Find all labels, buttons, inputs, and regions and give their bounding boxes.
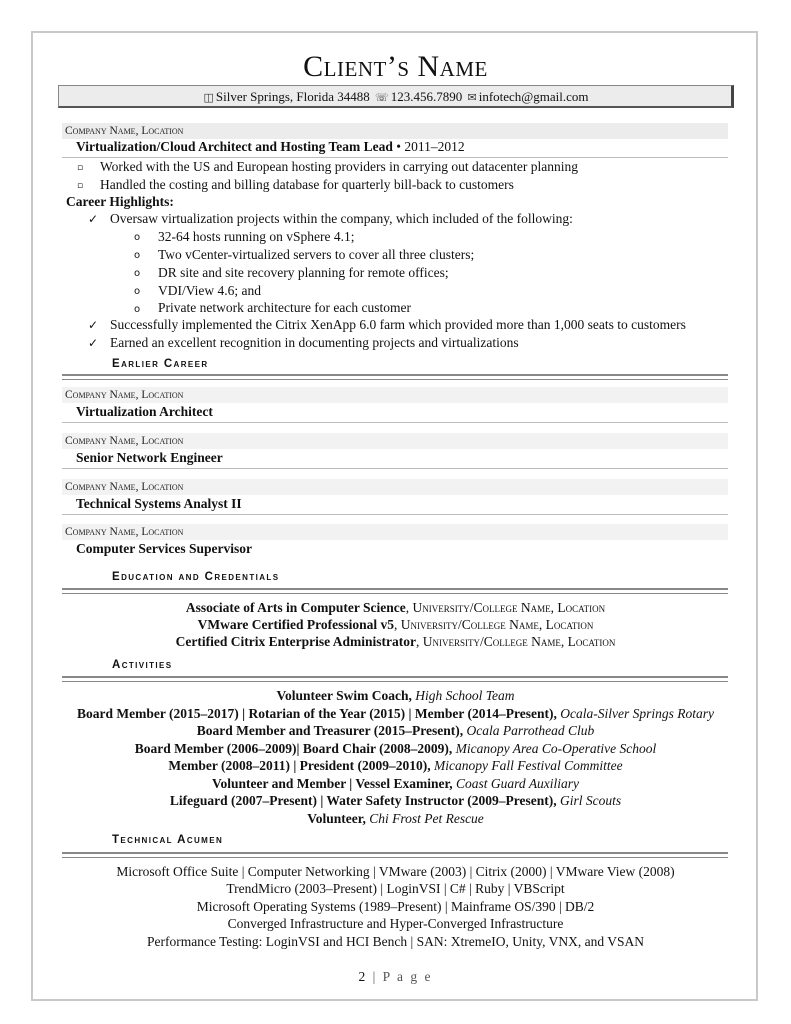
job-dates: • 2011–2012 [396,139,465,154]
job-title: Computer Services Supervisor [76,541,252,556]
activity-org: Micanopy Area Co-Operative School [452,741,657,756]
company-line: Company Name, Location [62,479,728,495]
activity-org: High School Team [411,688,515,703]
email-icon: ✉ [467,91,477,104]
activities-heading: Activities [112,659,173,671]
degree: Certified Citrix Enterprise Administrator [175,634,416,649]
activity-role: Member (2008–2011) | President (2009–2010), [168,758,431,773]
education-heading: Education and Credentials [112,571,280,583]
company-line: Company Name, Location [62,524,728,540]
title-underline [62,422,728,423]
contact-location: Silver Springs, Florida 34488 [215,89,370,104]
sub-item: Two vCenter-virtualized servers to cover all three clusters; [158,247,475,262]
activity-role: Volunteer and Member | Vessel Examiner, [211,776,453,791]
sub-item: DR site and site recovery planning for remote offices; [158,265,449,280]
activity-item [0,811,791,827]
technical-heading: Technical Acumen [112,834,224,846]
home-icon: ◫ [203,91,214,104]
job-title: Technical Systems Analyst II [76,496,242,511]
circle-bullet-icon: o [134,232,141,243]
sub-item: Private network architecture for each customer [158,300,412,315]
technical-line: Microsoft Office Suite | Computer Networking | VMware (2003) | Citrix (2000) | VMware View (2008) [116,864,675,879]
job-title-text: Virtualization/Cloud Architect and Hosting Team Lead [76,139,393,154]
page-footer [0,969,791,985]
circle-bullet-icon: o [134,250,141,261]
job-title: Senior Network Engineer [76,450,223,465]
company-line: Company Name, Location [62,433,728,449]
section-rule [62,852,728,858]
job-bullet: Handled the costing and billing database for quarterly bill-back to customers [100,177,514,192]
activity-role: Volunteer Swim Coach, [276,688,412,703]
activity-role: Board Member and Treasurer (2015–Present), [196,723,464,738]
technical-line: Microsoft Operating Systems (1989–Present) | Mainframe OS/390 | DB/2 [196,899,595,914]
checkmark-icon: ✓ [88,318,99,332]
contact-phone: 123.456.7890 [390,89,463,104]
job-bullet: Worked with the US and European hosting providers in carrying out datacenter planning [100,159,579,174]
school: , University/College Name, Location [405,600,606,615]
education-item [0,634,791,650]
highlight-item: Earned an excellent recognition in documenting projects and virtualizations [110,335,519,350]
circle-bullet-icon: o [134,286,141,297]
degree: Associate of Arts in Computer Science [185,600,406,615]
section-rule [62,374,728,380]
activity-org: Micanopy Fall Festival Committee [430,758,623,773]
page-number: 2 [358,969,368,984]
sub-item: 32-64 hosts running on vSphere 4.1; [158,229,355,244]
circle-bullet-icon: o [134,268,141,279]
client-name: Client’s Name [303,50,488,83]
page-label: | P a g e [372,969,433,984]
section-rule [62,676,728,682]
activity-item [0,688,791,704]
contact-email: infotech@gmail.com [478,89,589,104]
technical-line: TrendMicro (2003–Present) | LoginVSI | C# | Ruby | VBScript [226,881,565,896]
activity-org: Ocala Parrothead Club [463,723,595,738]
job-title: Virtualization Architect [76,404,213,419]
activity-item [0,776,791,792]
activity-role: Board Member (2015–2017) | Rotarian of the Year (2015) | Member (2014–Present), [77,706,557,721]
contact-bar [58,85,734,108]
title-underline [62,157,728,158]
sub-item: VDI/View 4.6; and [158,283,262,298]
section-rule [62,588,728,594]
activity-item [0,706,791,722]
title-underline [62,468,728,469]
checkmark-icon: ✓ [88,336,99,350]
circle-bullet-icon: o [134,304,141,315]
activity-org: Girl Scouts [556,793,622,808]
earlier-career-heading: Earlier Career [112,358,209,370]
degree: VMware Certified Professional v5 [197,617,394,632]
school: , University/College Name, Location [415,634,616,649]
square-bullet-icon: ▫ [77,181,84,191]
school: , University/College Name, Location [393,617,594,632]
education-item [0,600,791,616]
career-highlights-label: Career Highlights: [66,194,174,209]
activity-org: Ocala-Silver Springs Rotary [556,706,714,721]
highlight-item: Successfully implemented the Citrix XenApp 6.0 farm which provided more than 1,000 seats to customers [110,317,686,332]
activity-role: Volunteer, [307,811,366,826]
activity-item [0,758,791,774]
job-title [76,139,465,155]
activity-item [0,741,791,757]
activity-item [0,723,791,739]
activity-org: Chi Frost Pet Rescue [365,811,484,826]
technical-line: Performance Testing: LoginVSI and HCI Bench | SAN: XtremeIO, Unity, VNX, and VSAN [147,934,644,949]
square-bullet-icon: ▫ [77,163,84,173]
education-item [0,617,791,633]
highlight-item: Oversaw virtualization projects within the company, which included of the following: [110,211,573,226]
phone-icon: ☏ [374,91,389,104]
company-line: Company Name, Location [62,387,728,403]
technical-line: Converged Infrastructure and Hyper-Converged Infrastructure [227,916,564,931]
activity-item [0,793,791,809]
company-line: Company Name, Location [62,123,728,139]
activity-role: Lifeguard (2007–Present) | Water Safety Instructor (2009–Present), [169,793,557,808]
activity-org: Coast Guard Auxiliary [452,776,580,791]
activity-role: Board Member (2006–2009)| Board Chair (2008–2009), [134,741,453,756]
title-underline [62,514,728,515]
checkmark-icon: ✓ [88,212,99,226]
